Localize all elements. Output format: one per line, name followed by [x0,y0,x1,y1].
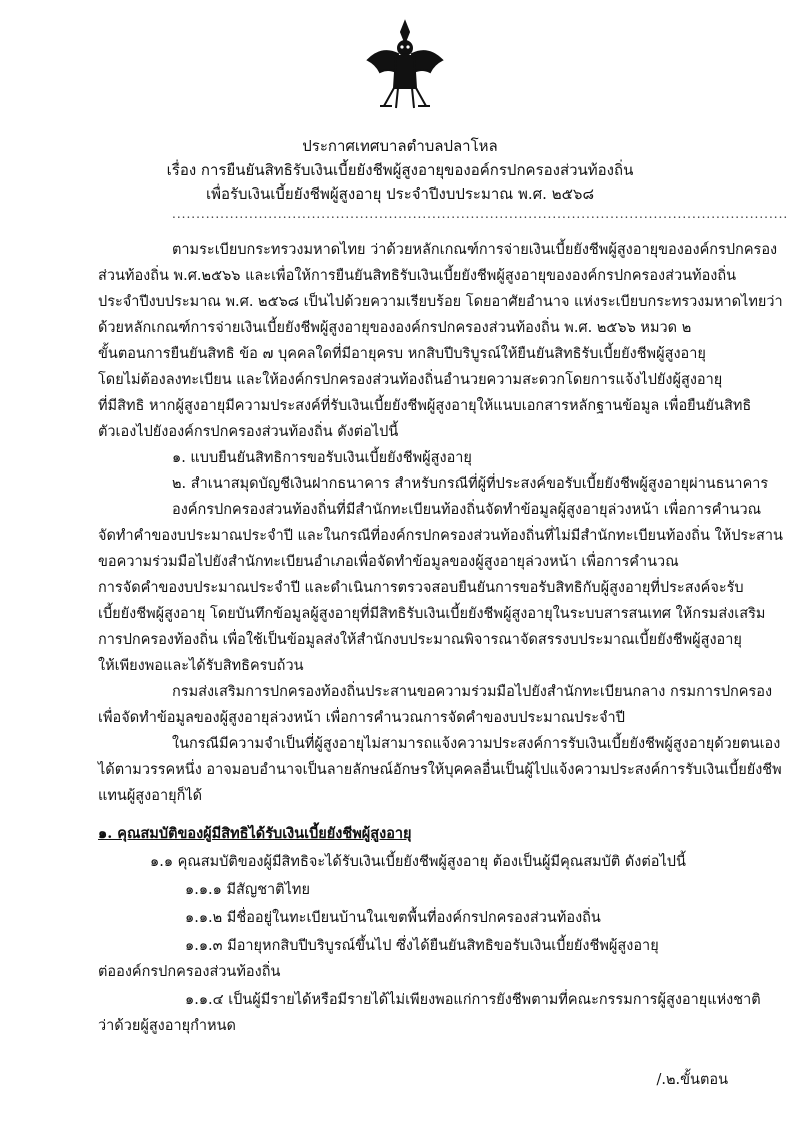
paragraph-line: ที่มีสิทธิ หากผู้สูงอายุมีความประสงค์ที่รับเงินเบี้ยยังชีพผู้สูงอายุให้แนบเอกสารหลักฐานข้อมูล เพื่อยืนยันสิทธิ [98,398,752,414]
continuation-note: /.๒.ขั้นตอน [656,1072,728,1088]
paragraph-line: ขอความร่วมมือไปยังสำนักทะเบียนอำเภอเพื่อจัดทำข้อมูลของผู้สูงอายุล่วงหน้า เพื่อการคำนวณ [98,554,679,570]
paragraph-line: ตามระเบียบกระทรวงมหาดไทย ว่าด้วยหลักเกณฑ์การจ่ายเงินเบี้ยยังชีพผู้สูงอายุขององค์กรปกครอง [172,242,778,258]
paragraph-line: ส่วนท้องถิ่น พ.ศ.๒๕๖๖ และเพื่อให้การยืนยันสิทธิรับเงินเบี้ยยังชีพผู้สูงอายุขององค์กรปกครองส่วนท้องถิ่น [98,268,737,284]
paragraph-line: ได้ตามวรรคหนึ่ง อาจมอบอำนาจเป็นลายลักษณ์อักษรให้บุคคลอื่นเป็นผู้ไปแจ้งความประสงค์การรับเงินเบี้ยยังชีพ [98,762,782,778]
paragraph-line: แทนผู้สูงอายุก็ได้ [98,788,203,804]
paragraph-line: โดยไม่ต้องลงทะเบียน และให้องค์กรปกครองส่วนท้องถิ่นอำนวยความสะดวกโดยการแจ้งไปยังผู้สูงอายุ [98,372,723,388]
paragraph-line: องค์กรปกครองส่วนท้องถิ่นที่มีสำนักทะเบียนท้องถิ่นจัดทำข้อมูลผู้สูงอายุล่วงหน้า เพื่อการคำนวณ [172,502,762,518]
paragraph-line: ว่าด้วยผู้สูงอายุกำหนด [98,1018,236,1034]
paragraph-line: เพื่อจัดทำข้อมูลของผู้สูงอายุล่วงหน้า เพื่อการคำนวณการจัดคำของบประมาณประจำปี [98,710,625,726]
list-item: ๑.๑.๑ มีสัญชาติไทย [185,882,310,898]
garuda-emblem [362,18,448,114]
paragraph-line: ประจำปีงบประมาณ พ.ศ. ๒๕๖๘ เป็นไปด้วยความเรียบร้อย โดยอาศัยอำนาจ แห่งระเบียบกระทรวงมหาดไทยว่า [98,294,783,310]
list-item: ๒. สำเนาสมุดบัญชีเงินฝากธนาคาร สำหรับกรณีที่ผู้ที่ประสงค์ขอรับเบี้ยยังชีพผู้สูงอายุผ่านธนาคาร [172,476,769,492]
list-item: ๑.๑.๓ มีอายุหกสิบปีบริบูรณ์ขึ้นไป ซึ่งได้ยืนยันสิทธิขอรับเงินเบี้ยยังชีพผู้สูงอายุ [185,938,659,954]
paragraph-line: การปกครองท้องถิ่น เพื่อใช้เป็นข้อมูลส่งให้สำนักงบประมาณพิจารณาจัดสรรงบประมาณเบี้ยยังชีพผู้สูงอายุ [98,632,742,648]
paragraph-line: เบี้ยยังชีพผู้สูงอายุ โดยบันทึกข้อมูลผู้สูงอายุที่มีสิทธิรับเงินเบี้ยยังชีพผู้สูงอายุในระบบสารสนเทศ ให้กรมส่งเสริม [98,606,766,622]
subject-line: เรื่อง การยืนยันสิทธิรับเงินเบี้ยยังชีพผู้สูงอายุของอค์กรปกครองส่วนท้องถิ่น [166,161,634,179]
subject-line-2: เพื่อรับเงินเบี้ยยังชีพผู้สูงอายุ ประจำปีงบประมาณ พ.ศ. ๒๕๖๘ [205,185,595,203]
paragraph-line: ขั้นตอนการยืนยันสิทธิ ข้อ ๗ บุคคลใดที่มีอายุครบ หกสิบปีบริบูรณ์ให้ยืนยันสิทธิรับเบี้ยยังชีพผู้สูงอายุ [98,346,706,362]
paragraph-line: จัดทำคำของบประมาณประจำปี และในกรณีที่องค์กรปกครองส่วนท้องถิ่นที่ไม่มีสำนักทะเบียนท้องถิ่น ให้ประสาน [98,528,783,544]
separator-line: ................................................................................................................................ [172,207,789,221]
paragraph-line: ๑.๑ คุณสมบัติของผู้มีสิทธิจะได้รับเงินเบี้ยยังชีพผู้สูงอายุ ต้องเป็นผู้มีคุณสมบัติ ดังต่อไปนี้ [150,854,686,870]
paragraph-line: กรมส่งเสริมการปกครองท้องถิ่นประสานขอความร่วมมือไปยังสำนักทะเบียนกลาง กรมการปกครอง [172,684,773,700]
list-item: ๑.๑.๒ มีชื่ออยู่ในทะเบียนบ้านในเขตพื้นที่องค์กรปกครองส่วนท้องถิ่น [185,910,601,926]
section-heading: ๑. คุณสมบัติของผู้มีสิทธิได้รับเงินเบี้ยยังชีพผู้สูงอายุ [98,825,412,842]
list-item: ๑. แบบยืนยันสิทธิการขอรับเงินเบี้ยยังชีพผู้สูงอายุ [172,450,472,466]
paragraph-line: ต่อองค์กรปกครองส่วนท้องถิ่น [98,964,281,980]
announcer: ประกาศเทศบาลตำบลปลาโหล [302,137,498,155]
paragraph-line: ด้วยหลักเกณฑ์การจ่ายเงินเบี้ยยังชีพผู้สูงอายุขององค์กรปกครองส่วนท้องถิ่น พ.ศ. ๒๕๖๖ หมวด ๒ [98,320,692,336]
paragraph-line: การจัดคำของบประมาณประจำปี และดำเนินการตรวจสอบยืนยันการขอรับสิทธิกับผู้สูงอายุที่ประสงค์จะรับ [98,580,744,596]
paragraph-line: ตัวเองไปยังองค์กรปกครองส่วนท้องถิ่น ดังต่อไปนี้ [98,424,399,440]
list-item: ๑.๑.๔ เป็นผู้มีรายได้หรือมีรายได้ไม่เพียงพอแก่การยังชีพตามที่คณะกรรมการผู้สูงอายุแห่งชาติ [185,992,761,1008]
paragraph-line: ให้เพียงพอและได้รับสิทธิครบถ้วน [98,658,304,674]
paragraph-line: ในกรณีมีความจำเป็นที่ผู้สูงอายุไม่สามารถแจ้งความประสงค์การรับเงินเบี้ยยังชีพผู้สูงอายุด้วยตนเอง [172,736,781,752]
